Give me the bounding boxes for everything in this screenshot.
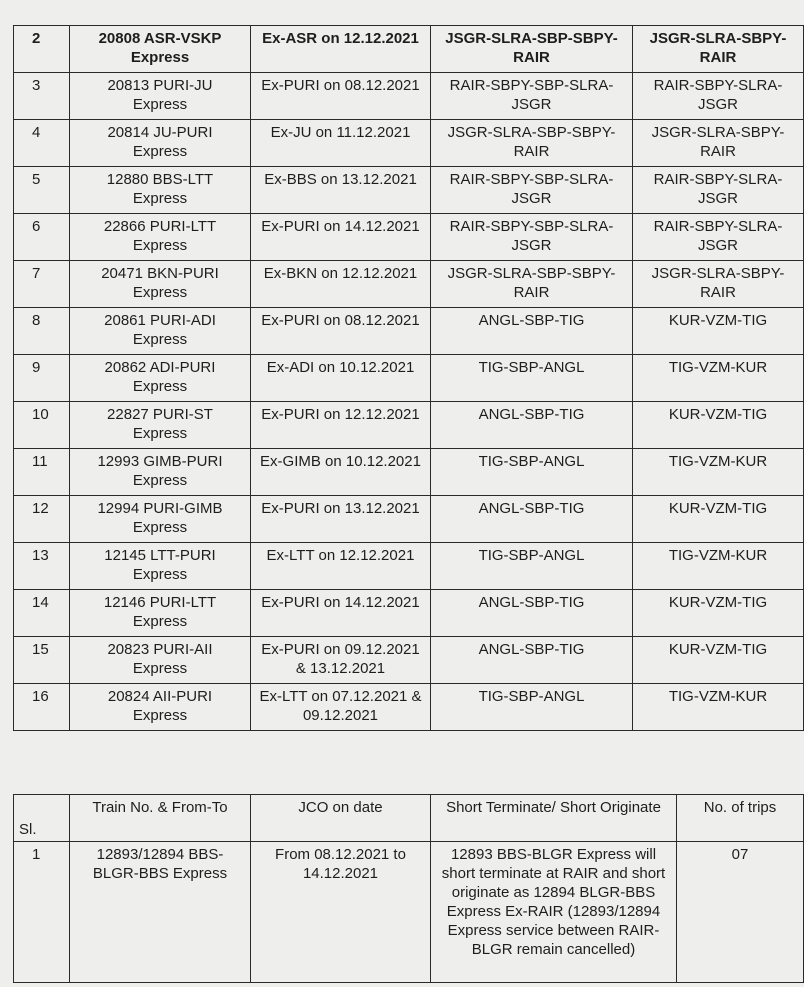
journey-date	[251, 496, 431, 543]
train-name	[70, 543, 251, 590]
regular-route	[431, 449, 633, 496]
regular-route	[431, 120, 633, 167]
table-row	[14, 637, 804, 684]
serial-number-line: 9	[32, 359, 41, 376]
table-row	[14, 402, 804, 449]
journey-date-line: Ex-ADI on 10.12.2021	[266, 359, 415, 376]
table-row	[14, 261, 804, 308]
serial-number-line: 8	[32, 312, 41, 329]
regular-route	[431, 26, 633, 73]
serial-number-line: 3	[32, 77, 41, 94]
diverted-route	[633, 261, 804, 308]
table-row	[14, 684, 804, 731]
train-name-line: 22827 PURI-ST	[107, 406, 213, 423]
journey-date-line: Ex-PURI on 14.12.2021	[261, 218, 420, 235]
table-row	[14, 496, 804, 543]
train-name-line: 12993 GIMB-PURI	[97, 453, 223, 470]
serial-number	[14, 543, 70, 590]
serial-number	[14, 590, 70, 637]
table-row	[14, 842, 804, 983]
serial-number-line: 6	[32, 218, 41, 235]
journey-date-line: Ex-ASR on 12.12.2021	[262, 30, 419, 47]
regular-route-line: JSGR-SLRA-SBP-SBPY-	[447, 124, 616, 141]
train-name	[70, 26, 251, 73]
train-name	[70, 214, 251, 261]
regular-route	[431, 590, 633, 637]
train-name-line: Express	[132, 472, 188, 489]
diverted-route-line: JSGR	[697, 96, 738, 113]
table-row	[14, 449, 804, 496]
regular-route-line: JSGR-SLRA-SBP-SBPY-	[445, 30, 618, 47]
train-name-line: 12880 BBS-LTT	[106, 171, 214, 188]
train-name	[70, 120, 251, 167]
short-terminate-details-line: 12893 BBS-BLGR Express will	[450, 846, 657, 863]
regular-route	[431, 73, 633, 120]
train-name-line: 20861 PURI-ADI	[104, 312, 216, 329]
table-row	[14, 308, 804, 355]
serial-number	[14, 684, 70, 731]
journey-date	[251, 308, 431, 355]
journey-date-line: Ex-LTT on 07.12.2021 &	[259, 688, 422, 705]
train-name-line: Express	[132, 237, 188, 254]
short-terminate-details-line: Express Ex-RAIR (12893/12894	[446, 903, 661, 920]
diverted-route-line: KUR-VZM-TIG	[668, 406, 768, 423]
diverted-route	[633, 26, 804, 73]
table-row	[14, 590, 804, 637]
header-sl: Sl.	[14, 795, 70, 842]
regular-route-line: JSGR	[511, 237, 552, 254]
diverted-route	[633, 590, 804, 637]
regular-route-line: JSGR	[511, 190, 552, 207]
regular-route-line: ANGL-SBP-TIG	[478, 406, 585, 423]
train-name-line: 20471 BKN-PURI	[101, 265, 219, 282]
regular-route-line: ANGL-SBP-TIG	[478, 312, 585, 329]
diverted-route-line: RAIR	[699, 49, 737, 66]
header-short-terminate: Short Terminate/ Short Originate	[431, 795, 677, 842]
diverted-route	[633, 120, 804, 167]
train-name	[70, 684, 251, 731]
journey-date	[251, 449, 431, 496]
train-name-line: 20824 AII-PURI	[107, 688, 213, 705]
regular-route	[431, 355, 633, 402]
table-row	[14, 73, 804, 120]
train-name-line: 12145 LTT-PURI	[104, 547, 216, 564]
regular-route	[431, 214, 633, 261]
journey-date	[251, 637, 431, 684]
serial-number-line: 1	[32, 846, 41, 863]
table-row	[14, 120, 804, 167]
regular-route	[431, 496, 633, 543]
table-header-row	[14, 795, 804, 842]
header-train: Train No. & From-To	[70, 795, 251, 842]
train-name-line: Express	[132, 707, 188, 724]
serial-number	[14, 308, 70, 355]
header-jco-date: JCO on date	[251, 795, 431, 842]
train-name	[70, 167, 251, 214]
regular-route-line: TIG-SBP-ANGL	[478, 453, 585, 470]
diverted-route-line: KUR-VZM-TIG	[668, 594, 768, 611]
diverted-route-line: JSGR-SLRA-SBPY-	[651, 124, 785, 141]
diversion-table	[13, 25, 804, 731]
regular-route-line: ANGL-SBP-TIG	[478, 594, 585, 611]
serial-number-line: 16	[32, 688, 49, 705]
serial-number-line: 2	[32, 30, 41, 47]
serial-number-line: 15	[32, 641, 49, 658]
journey-date	[251, 167, 431, 214]
diverted-route-line: RAIR-SBPY-SLRA-	[653, 77, 783, 94]
serial-number	[14, 167, 70, 214]
journey-date	[251, 590, 431, 637]
diverted-route	[633, 167, 804, 214]
diverted-route	[633, 496, 804, 543]
diverted-route-line: JSGR-SLRA-SBPY-	[651, 265, 785, 282]
diverted-route-line: RAIR-SBPY-SLRA-	[653, 171, 783, 188]
train-name-line: 20823 PURI-AII	[107, 641, 213, 658]
journey-date-line: Ex-JU on 11.12.2021	[270, 124, 411, 141]
diverted-route-line: RAIR	[700, 143, 736, 160]
serial-number-line: 10	[32, 406, 49, 423]
train-name	[70, 842, 251, 983]
regular-route-line: RAIR-SBPY-SBP-SLRA-	[449, 171, 614, 188]
train-name-line: Express	[132, 284, 188, 301]
journey-date	[251, 214, 431, 261]
jco-date	[251, 842, 431, 983]
train-name	[70, 261, 251, 308]
journey-date-line: Ex-BKN on 12.12.2021	[263, 265, 418, 282]
regular-route	[431, 261, 633, 308]
train-name	[70, 590, 251, 637]
regular-route	[431, 167, 633, 214]
serial-number	[14, 449, 70, 496]
diverted-route-line: KUR-VZM-TIG	[668, 500, 768, 517]
short-terminate-details-line: BLGR remain cancelled)	[471, 941, 636, 958]
jco-date-line: 14.12.2021	[302, 865, 379, 882]
diverted-route	[633, 308, 804, 355]
journey-date-line: Ex-PURI on 08.12.2021	[261, 77, 420, 94]
train-name	[70, 308, 251, 355]
table-row	[14, 214, 804, 261]
journey-date	[251, 120, 431, 167]
train-name	[70, 355, 251, 402]
diverted-route-line: TIG-VZM-KUR	[668, 453, 768, 470]
table-row	[14, 167, 804, 214]
train-name-line: Express	[132, 425, 188, 442]
short-terminate-details-line: originate as 12894 BLGR-BBS	[451, 884, 656, 901]
journey-date-line: Ex-GIMB on 10.12.2021	[260, 453, 421, 470]
table-row	[14, 26, 804, 73]
regular-route-line: TIG-SBP-ANGL	[478, 547, 585, 564]
diverted-route-line: TIG-VZM-KUR	[668, 688, 768, 705]
diverted-route-line: KUR-VZM-TIG	[668, 312, 768, 329]
train-name-line: 12893/12894 BBS-	[96, 846, 224, 863]
train-name	[70, 637, 251, 684]
regular-route	[431, 543, 633, 590]
short-terminate-details-line: Express service between RAIR-	[447, 922, 660, 939]
diverted-route	[633, 355, 804, 402]
train-name-line: Express	[132, 613, 188, 630]
header-trips: No. of trips	[677, 795, 804, 842]
serial-number	[14, 842, 70, 983]
diverted-route	[633, 214, 804, 261]
table-row	[14, 543, 804, 590]
regular-route-line: TIG-SBP-ANGL	[478, 359, 585, 376]
diverted-route	[633, 402, 804, 449]
train-name-line: 22866 PURI-LTT	[103, 218, 217, 235]
serial-number-line: 11	[32, 453, 48, 470]
journey-date	[251, 73, 431, 120]
diverted-route	[633, 543, 804, 590]
journey-date	[251, 543, 431, 590]
regular-route-line: RAIR-SBPY-SBP-SLRA-	[449, 218, 614, 235]
serial-number	[14, 261, 70, 308]
train-name-line: Express	[132, 190, 188, 207]
train-name-line: Express	[132, 519, 188, 536]
diverted-route-line: RAIR-SBPY-SLRA-	[653, 218, 783, 235]
serial-number	[14, 402, 70, 449]
diverted-route-line: RAIR	[700, 284, 736, 301]
regular-route	[431, 308, 633, 355]
journey-date-line: Ex-PURI on 09.12.2021	[261, 641, 420, 658]
diverted-route	[633, 73, 804, 120]
trip-count-line: 07	[731, 846, 749, 863]
diverted-route-line: JSGR-SLRA-SBPY-	[649, 30, 787, 47]
journey-date-line: 09.12.2021	[302, 707, 379, 724]
short-terminate-details	[431, 842, 677, 983]
train-name	[70, 402, 251, 449]
journey-date-line: Ex-PURI on 13.12.2021	[261, 500, 420, 517]
regular-route	[431, 637, 633, 684]
train-name-line: Express	[130, 49, 190, 66]
serial-number-line: 13	[32, 547, 49, 564]
serial-number-line: 4	[32, 124, 41, 141]
diverted-route	[633, 684, 804, 731]
short-termination-table	[13, 794, 804, 983]
regular-route-line: ANGL-SBP-TIG	[478, 500, 585, 517]
serial-number	[14, 120, 70, 167]
regular-route-line: RAIR	[513, 284, 550, 301]
regular-route-line: RAIR	[513, 49, 550, 66]
train-name-line: Express	[132, 143, 188, 160]
train-name-line: BLGR-BBS Express	[92, 865, 228, 882]
journey-date	[251, 26, 431, 73]
train-name-line: 12146 PURI-LTT	[103, 594, 217, 611]
train-name-line: 20813 PURI-JU	[107, 77, 213, 94]
journey-date	[251, 355, 431, 402]
journey-date-line: Ex-BBS on 13.12.2021	[264, 171, 417, 188]
serial-number-line: 14	[32, 594, 49, 611]
journey-date	[251, 261, 431, 308]
regular-route-line: ANGL-SBP-TIG	[478, 641, 585, 658]
serial-number	[14, 214, 70, 261]
train-name-line: Express	[132, 96, 188, 113]
train-name-line: 12994 PURI-GIMB	[97, 500, 223, 517]
regular-route-line: JSGR-SLRA-SBP-SBPY-	[447, 265, 616, 282]
regular-route-line: RAIR-SBPY-SBP-SLRA-	[449, 77, 614, 94]
journey-date-line: & 13.12.2021	[295, 660, 386, 677]
train-name-line: Express	[132, 378, 188, 395]
trip-count	[677, 842, 804, 983]
train-name-line: Express	[132, 566, 188, 583]
regular-route-line: TIG-SBP-ANGL	[478, 688, 585, 705]
train-name	[70, 449, 251, 496]
regular-route	[431, 684, 633, 731]
table-row	[14, 355, 804, 402]
serial-number-line: 12	[32, 500, 49, 517]
serial-number	[14, 355, 70, 402]
train-name-line: Express	[132, 331, 188, 348]
serial-number	[14, 496, 70, 543]
diverted-route	[633, 637, 804, 684]
short-terminate-details-line: short terminate at RAIR and short	[441, 865, 666, 882]
regular-route-line: JSGR	[511, 96, 552, 113]
diverted-route-line: TIG-VZM-KUR	[668, 359, 768, 376]
journey-date	[251, 684, 431, 731]
journey-date-line: Ex-LTT on 12.12.2021	[266, 547, 415, 564]
serial-number-line: 7	[32, 265, 41, 282]
journey-date-line: Ex-PURI on 12.12.2021	[261, 406, 420, 423]
train-name-line: 20814 JU-PURI	[107, 124, 213, 141]
serial-number	[14, 73, 70, 120]
train-name	[70, 496, 251, 543]
journey-date-line: Ex-PURI on 14.12.2021	[261, 594, 420, 611]
diverted-route-line: JSGR	[697, 190, 738, 207]
diverted-route	[633, 449, 804, 496]
serial-number-line: 5	[32, 171, 41, 188]
train-name-line: 20862 ADI-PURI	[104, 359, 216, 376]
journey-date-line: Ex-PURI on 08.12.2021	[261, 312, 420, 329]
jco-date-line: From 08.12.2021 to	[275, 846, 406, 863]
diverted-route-line: JSGR	[697, 237, 738, 254]
train-name-line: Express	[132, 660, 188, 677]
journey-date	[251, 402, 431, 449]
diverted-route-line: TIG-VZM-KUR	[668, 547, 768, 564]
train-name-line: 20808 ASR-VSKP	[98, 30, 222, 47]
serial-number	[14, 637, 70, 684]
diverted-route-line: KUR-VZM-TIG	[668, 641, 768, 658]
regular-route	[431, 402, 633, 449]
regular-route-line: RAIR	[513, 143, 550, 160]
serial-number	[14, 26, 70, 73]
train-name	[70, 73, 251, 120]
